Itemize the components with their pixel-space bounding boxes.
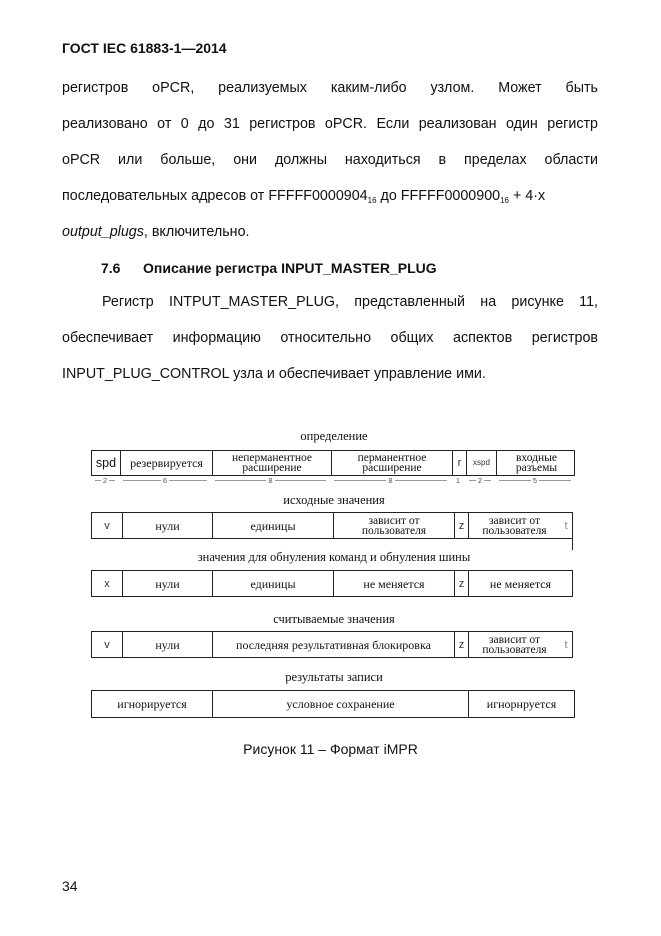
z-field: z bbox=[454, 632, 468, 657]
z-field: z bbox=[454, 513, 468, 538]
last-successful-lock-field: последняя результативная блокировка bbox=[212, 632, 454, 657]
spd-field: spd bbox=[95, 456, 117, 470]
bit-width-input-plugs: 5 bbox=[495, 476, 575, 485]
read-values-title: считываемые значения bbox=[273, 612, 395, 626]
ones-field: единицы bbox=[212, 513, 333, 538]
conditional-store-field: условное сохранение bbox=[212, 691, 468, 717]
nonpersistent-label-1: неперманентное bbox=[232, 452, 312, 464]
ones-field: единицы bbox=[212, 571, 333, 596]
v-field: v bbox=[104, 638, 110, 651]
input-plugs-label-2: разъемы bbox=[515, 462, 558, 474]
reset-values-title: значения для обнуления команд и обнуления шины bbox=[197, 550, 471, 564]
reset-values-row bbox=[91, 570, 573, 597]
user-dep-3: зависит от bbox=[488, 514, 540, 527]
section-title: Описание регистра INPUT_MASTER_PLUG bbox=[143, 260, 437, 276]
reserved-field: резервируется bbox=[120, 451, 212, 475]
bit-width-xspd: 2 bbox=[465, 476, 495, 485]
ignored-field-2: игнорнруется bbox=[468, 691, 574, 717]
bit-width-nonpersistent: 8 bbox=[211, 476, 330, 485]
bit-width-spd: 2 bbox=[91, 476, 119, 485]
row-edge bbox=[572, 539, 573, 550]
user-dependent-field bbox=[468, 632, 560, 657]
paragraph-1-line-4 bbox=[62, 188, 598, 204]
persistent-label-2: расширение bbox=[362, 462, 422, 474]
r-field: r bbox=[452, 451, 466, 475]
user-dep-2: пользователя bbox=[361, 524, 427, 537]
user-dep-1: зависит от bbox=[488, 633, 540, 646]
persistent-label-1: перманентное bbox=[357, 452, 427, 464]
definition-row bbox=[91, 450, 575, 476]
ignored-field: игнорируется bbox=[117, 697, 187, 711]
zeros-field: нули bbox=[122, 571, 212, 596]
bit-width-persistent: 8 bbox=[330, 476, 451, 485]
input-plugs-field bbox=[496, 451, 576, 475]
output-plugs-term: output_plugs bbox=[62, 224, 144, 240]
page-number: 34 bbox=[62, 878, 78, 894]
address-start: последовательных адресов от FFFFF0000904 bbox=[62, 188, 368, 204]
address-offset: + 4·x bbox=[509, 188, 546, 204]
subscript-hex: 16 bbox=[500, 196, 510, 205]
read-values-row bbox=[91, 631, 573, 658]
x-field: x bbox=[104, 577, 110, 590]
z-field: z bbox=[454, 571, 468, 596]
section-heading bbox=[101, 260, 437, 276]
user-dep-1: зависит от bbox=[368, 514, 420, 527]
document-header: ГОСТ IEC 61883-1—2014 bbox=[62, 40, 227, 56]
t-field: t bbox=[564, 638, 568, 651]
paragraph-1-line-1: регистров oPCR, реализуемых каким-либо узлом. Может быть bbox=[62, 80, 598, 96]
user-dep-4: пользователя bbox=[482, 524, 547, 537]
bit-width-r: 1 bbox=[451, 476, 465, 485]
unchanged-field: не меняется bbox=[333, 571, 454, 596]
unchanged-field-2: не меняется bbox=[468, 571, 572, 596]
write-results-title: результаты записи bbox=[285, 670, 383, 684]
zeros-field: нули bbox=[122, 513, 212, 538]
paragraph-2-line-3: INPUT_PLUG_CONTROL узла и обеспечивает управление ими. bbox=[62, 366, 486, 382]
paragraph-1-end: , включительно. bbox=[143, 224, 250, 240]
section-number: 7.6 bbox=[101, 260, 121, 276]
figure-caption: Рисунок 11 – Формат iMPR bbox=[243, 741, 418, 757]
address-end: до FFFFF0000900 bbox=[376, 188, 501, 204]
t-field: t bbox=[564, 519, 568, 532]
nonpersistent-label-2: расширение bbox=[242, 462, 302, 474]
paragraph-2-line-2: обеспечивает информацию относительно общих аспектов регистров bbox=[62, 330, 598, 346]
paragraph-1-line-3: oPCR или больше, они должны находиться в пределах области bbox=[62, 152, 598, 168]
paragraph-2 bbox=[62, 294, 598, 394]
xspd-field: xspd bbox=[466, 451, 496, 475]
nonpersistent-extension-field bbox=[212, 451, 331, 475]
bit-width-reserved: 6 bbox=[119, 476, 211, 485]
subscript-hex: 16 bbox=[367, 196, 377, 205]
input-plugs-label-1: входные bbox=[516, 452, 557, 464]
paragraph-2-line-1: Регистр INTPUT_MASTER_PLUG, представленный на рисунке 11, bbox=[102, 294, 598, 310]
zeros-field: нули bbox=[122, 632, 212, 657]
v-field: v bbox=[104, 519, 110, 532]
paragraph-1-line-2: реализовано от 0 до 31 регистров oPCR. Если реализован один регистр bbox=[62, 116, 598, 132]
paragraph-1 bbox=[62, 80, 598, 250]
initial-values-title: исходные значения bbox=[283, 493, 385, 507]
persistent-extension-field bbox=[331, 451, 452, 475]
user-dep-2: пользователя bbox=[482, 643, 547, 656]
paragraph-1-line-5 bbox=[62, 224, 598, 240]
write-results-row bbox=[91, 690, 575, 718]
user-dependent-field bbox=[333, 513, 454, 538]
definition-title: определение bbox=[300, 429, 368, 443]
initial-values-row bbox=[91, 512, 573, 539]
user-dependent-field-2 bbox=[468, 513, 560, 538]
bit-widths bbox=[91, 476, 575, 485]
